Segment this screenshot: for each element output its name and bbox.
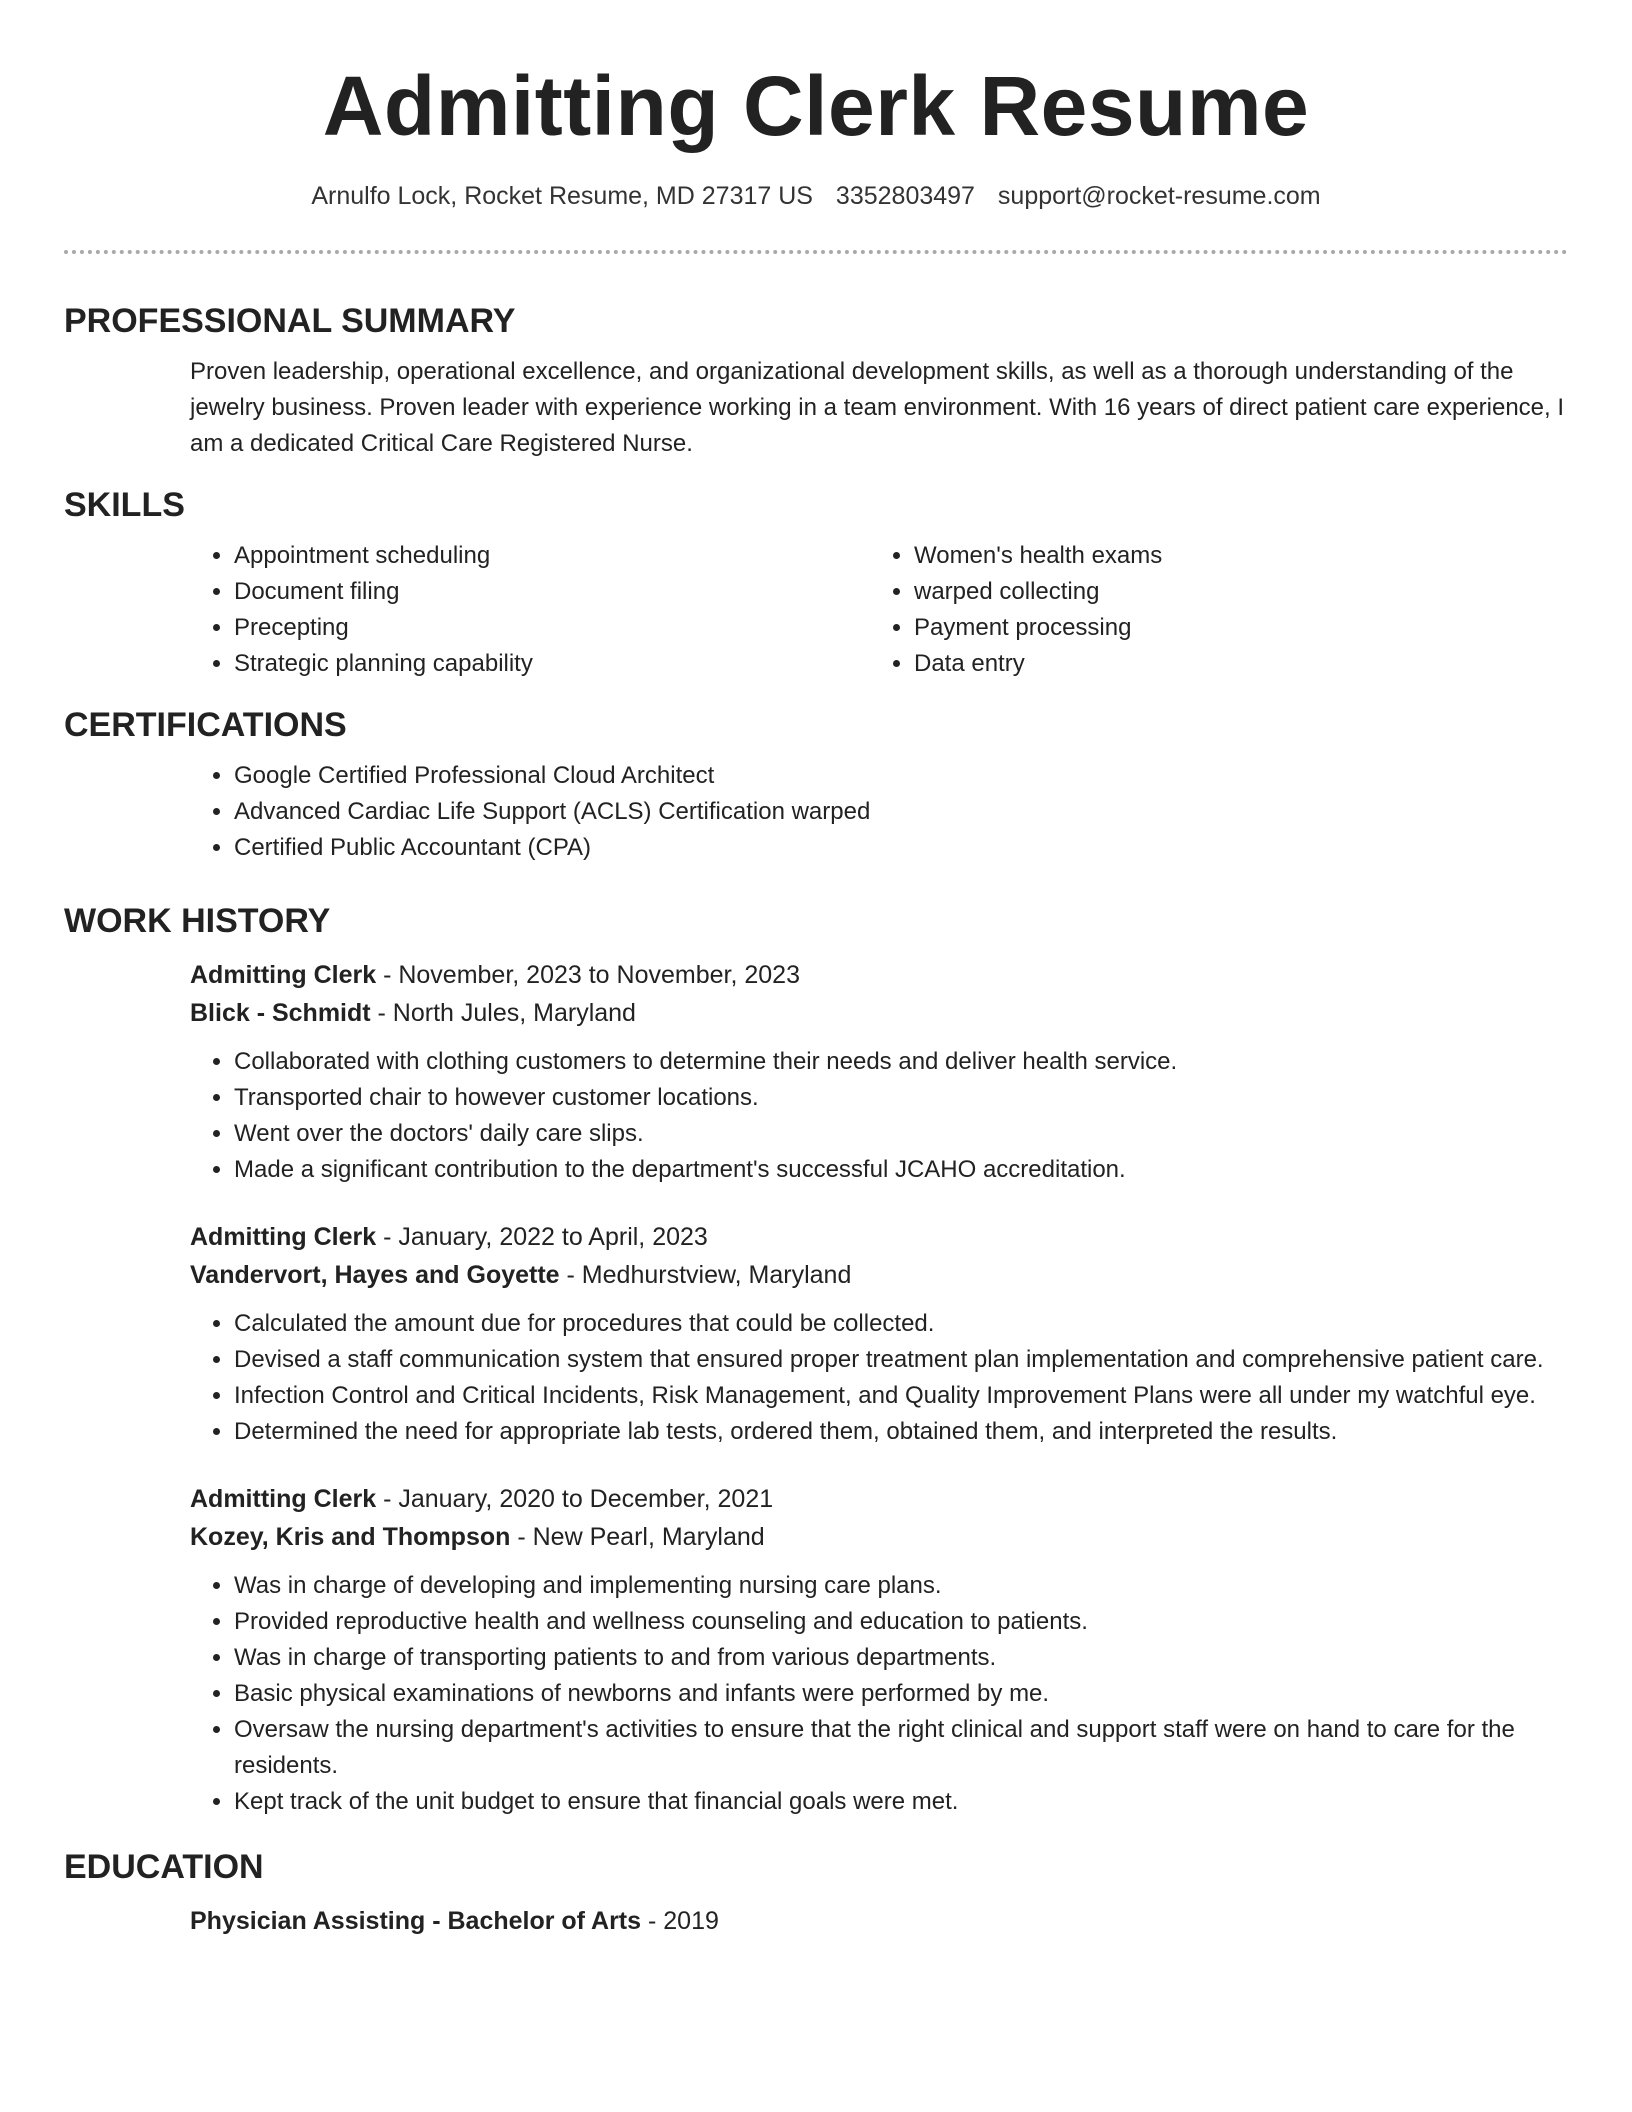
job-bullet: • Calculated the amount due for procedures that could be collected. — [234, 1306, 1568, 1342]
resume-content — [64, 296, 1568, 1940]
certifications-heading: CERTIFICATIONS — [64, 706, 347, 744]
job-location: - New Pearl, Maryland — [510, 1523, 765, 1551]
job-bullet: • Infection Control and Critical Incidents, Risk Management, and Quality Improvement Plans were all under my watchful eye. — [234, 1378, 1568, 1414]
job-location: - North Jules, Maryland — [370, 999, 636, 1027]
skill-item: • Data entry — [914, 646, 1550, 682]
contact-email: support@rocket-resume.com — [997, 182, 1321, 210]
job-bullets — [190, 1568, 1568, 1820]
skills-section — [64, 480, 1568, 682]
education-section — [64, 1842, 1568, 1940]
job-bullet: • Made a significant contribution to the department's successful JCAHO accreditation. — [234, 1152, 1568, 1188]
contact-line — [0, 180, 1632, 212]
job-bullet: • Determined the need for appropriate lab tests, ordered them, obtained them, and interpreted the results. — [234, 1414, 1568, 1450]
work-history-section — [64, 896, 1568, 1820]
job-company: Blick - Schmidt — [190, 999, 371, 1027]
job-title-line — [190, 956, 1568, 994]
education-line — [64, 1902, 1568, 1940]
skill-item: • Appointment scheduling — [234, 538, 870, 574]
job-bullet: • Transported chair to however customer locations. — [234, 1080, 1568, 1116]
job-bullets — [190, 1306, 1568, 1450]
certification-item: • Certified Public Accountant (CPA) — [234, 830, 1568, 866]
job-title: Admitting Clerk — [190, 1485, 377, 1513]
job-company-line — [190, 1256, 1568, 1294]
certifications-list — [190, 758, 1568, 866]
job-title: Admitting Clerk — [190, 1223, 377, 1251]
job-company-line — [190, 994, 1568, 1032]
job-title: Admitting Clerk — [190, 961, 377, 989]
skills-list-right — [870, 538, 1550, 682]
job-company: Vandervort, Hayes and Goyette — [190, 1261, 560, 1289]
certifications-section — [64, 700, 1568, 866]
skill-item: • Women's health exams — [914, 538, 1550, 574]
header-divider — [64, 250, 1568, 254]
job-bullet: • Provided reproductive health and wellness counseling and education to patients. — [234, 1604, 1568, 1640]
education-degree: Physician Assisting - Bachelor of Arts — [190, 1907, 642, 1935]
skills-grid — [64, 538, 1568, 682]
skills-list-left — [190, 538, 870, 682]
job-company: Kozey, Kris and Thompson — [190, 1523, 511, 1551]
certification-item: • Google Certified Professional Cloud Architect — [234, 758, 1568, 794]
job-bullet: • Kept track of the unit budget to ensure that financial goals were met. — [234, 1784, 1568, 1820]
job-title-line — [190, 1480, 1568, 1518]
job-bullet: • Was in charge of transporting patients to and from various departments. — [234, 1640, 1568, 1676]
resume-title: Admitting Clerk Resume — [322, 59, 1310, 153]
skills-heading: SKILLS — [64, 486, 185, 524]
skill-item: • Strategic planning capability — [234, 646, 870, 682]
job-bullet: • Collaborated with clothing customers to determine their needs and deliver health service. — [234, 1044, 1568, 1080]
job-entry — [64, 956, 1568, 1188]
job-title-line — [190, 1218, 1568, 1256]
job-company-line — [190, 1518, 1568, 1556]
summary-section — [64, 296, 1568, 462]
work-history-heading: WORK HISTORY — [64, 902, 331, 940]
contact-phone: 3352803497 — [835, 182, 975, 210]
job-location: - Medhurstview, Maryland — [559, 1261, 852, 1289]
skills-column-left — [190, 538, 870, 682]
job-dates: - November, 2023 to November, 2023 — [376, 961, 800, 989]
certification-item: • Advanced Cardiac Life Support (ACLS) Certification warped — [234, 794, 1568, 830]
job-dates: - January, 2022 to April, 2023 — [376, 1223, 708, 1251]
summary-text: Proven leadership, operational excellence, and organizational development skills, as well as a thorough understanding of the jewelry business. Proven leader with experience working in a team environment. With 16 years of direct patient care experience, I am a dedicated Critical Care Registered Nurse. — [190, 358, 1565, 457]
education-heading: EDUCATION — [64, 1848, 264, 1886]
education-year: - 2019 — [641, 1907, 719, 1935]
job-dates: - January, 2020 to December, 2021 — [376, 1485, 774, 1513]
skills-column-right — [870, 538, 1550, 682]
certifications-body — [64, 758, 1568, 866]
job-entry — [64, 1480, 1568, 1820]
skill-item: • Precepting — [234, 610, 870, 646]
job-bullet: • Oversaw the nursing department's activities to ensure that the right clinical and support staff were on hand to care for the residents. — [234, 1712, 1568, 1784]
job-bullet: • Went over the doctors' daily care slips. — [234, 1116, 1568, 1152]
summary-heading: PROFESSIONAL SUMMARY — [64, 302, 516, 340]
contact-address: Arnulfo Lock, Rocket Resume, MD 27317 US — [311, 182, 813, 210]
skill-item: • warped collecting — [914, 574, 1550, 610]
job-bullet: • Basic physical examinations of newborns and infants were performed by me. — [234, 1676, 1568, 1712]
job-bullet: • Was in charge of developing and implementing nursing care plans. — [234, 1568, 1568, 1604]
job-bullet: • Devised a staff communication system that ensured proper treatment plan implementation and comprehensive patient care. — [234, 1342, 1568, 1378]
skill-item: • Payment processing — [914, 610, 1550, 646]
job-entry — [64, 1218, 1568, 1450]
job-bullets — [190, 1044, 1568, 1188]
skill-item: • Document filing — [234, 574, 870, 610]
